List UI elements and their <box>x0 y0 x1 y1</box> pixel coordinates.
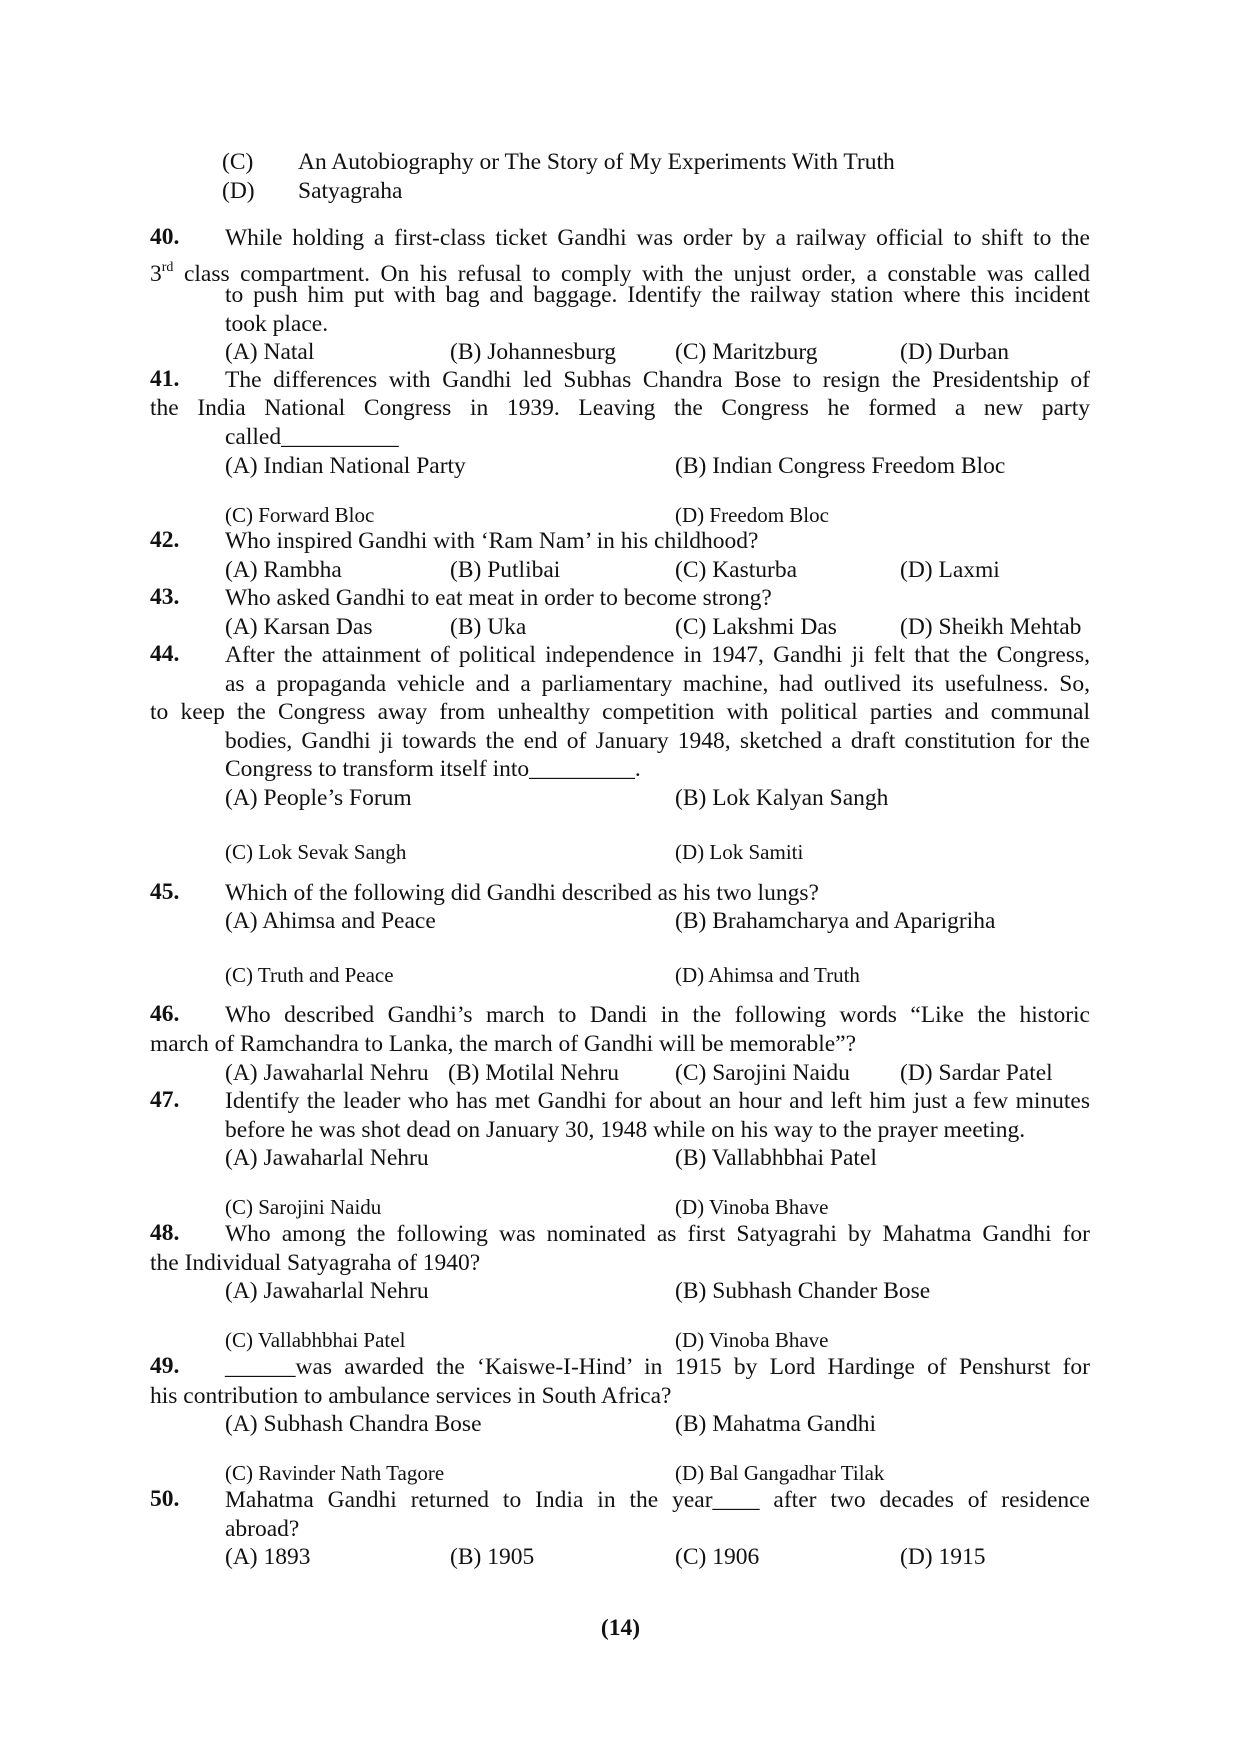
question-number: 46. <box>150 1001 180 1027</box>
question-text: march of Ramchandra to Lanka, the march of Gandhi will be memorable”? <box>150 1031 857 1057</box>
question-text: took place. <box>225 311 329 337</box>
answer-option[interactable]: (C) Vallabhbhai Patel <box>225 1328 406 1352</box>
option-text: Satyagraha <box>298 178 403 204</box>
question-text: his contribution to ambulance services in South Africa? <box>150 1383 672 1409</box>
answer-option[interactable]: (B) Motilal Nehru <box>448 1060 619 1086</box>
answer-option[interactable]: (D) Laxmi <box>900 557 1000 583</box>
answer-option[interactable]: (C) Truth and Peace <box>225 963 394 987</box>
question-text: While holding a first-class ticket Gandhi was order by a railway official to shift to the <box>225 225 1090 251</box>
question-number: 44. <box>150 641 180 667</box>
page-number: (14) <box>600 1615 641 1641</box>
answer-option[interactable]: (B) Johannesburg <box>450 339 617 365</box>
answer-option[interactable]: (D) Vinoba Bhave <box>675 1195 829 1219</box>
question-text: Identify the leader who has met Gandhi for about an hour and left him just a few minutes <box>225 1088 1090 1114</box>
answer-option[interactable]: (D) Freedom Bloc <box>675 503 829 527</box>
answer-option[interactable]: (D) Sardar Patel <box>900 1060 1053 1086</box>
option-label: (D) <box>222 178 255 204</box>
answer-option[interactable]: (A) Jawaharlal Nehru <box>225 1278 429 1304</box>
answer-option[interactable]: (D) Durban <box>900 339 1009 365</box>
answer-option[interactable]: (A) Jawaharlal Nehru <box>225 1060 429 1086</box>
question-text: to keep the Congress away from unhealthy competition with political parties and communal <box>150 699 1090 725</box>
question-text: Mahatma Gandhi returned to India in the year____ after two decades of residence <box>225 1487 1090 1513</box>
answer-option[interactable]: (C) Ravinder Nath Tagore <box>225 1461 445 1485</box>
question-text-continued: class compartment. On his refusal to comply with the unjust order, a constable was called <box>173 261 1090 287</box>
answer-option[interactable]: (C) Maritzburg <box>675 339 818 365</box>
answer-option[interactable]: (A) Natal <box>225 339 315 365</box>
answer-option[interactable]: (D) Bal Gangadhar Tilak <box>675 1461 885 1485</box>
question-text: as a propaganda vehicle and a parliamentary machine, had outlived its usefulness. So, <box>225 671 1090 697</box>
answer-option[interactable]: (C) Sarojini Naidu <box>225 1195 382 1219</box>
answer-option[interactable]: (B) Vallabhbhai Patel <box>675 1145 877 1171</box>
answer-option[interactable]: (C) 1906 <box>675 1544 760 1570</box>
answer-option[interactable]: (A) Indian National Party <box>225 453 466 479</box>
answer-option[interactable]: (B) 1905 <box>450 1544 535 1570</box>
question-number: 49. <box>150 1353 180 1379</box>
question-number: 40. <box>150 224 180 250</box>
answer-option[interactable]: (A) Ahimsa and Peace <box>225 908 436 934</box>
answer-option[interactable]: (D) Lok Samiti <box>675 840 804 864</box>
question-text: Who described Gandhi’s march to Dandi in the following words “Like the historic <box>225 1002 1090 1028</box>
question-text: abroad? <box>225 1516 300 1542</box>
answer-option[interactable]: (D) Vinoba Bhave <box>675 1328 829 1352</box>
question-text: ______was awarded the ‘Kaiswe-I-Hind’ in 1915 by Lord Hardinge of Penshurst for <box>225 1354 1090 1380</box>
question-text: Which of the following did Gandhi described as his two lungs? <box>225 880 819 906</box>
answer-option[interactable]: (A) Karsan Das <box>225 614 373 640</box>
question-number: 41. <box>150 366 180 392</box>
question-text: The differences with Gandhi led Subhas Chandra Bose to resign the Presidentship of <box>225 367 1090 393</box>
question-text: to push him put with bag and baggage. Identify the railway station where this incident <box>225 282 1090 308</box>
question-text: bodies, Gandhi ji towards the end of January 1948, sketched a draft constitution for the <box>225 728 1090 754</box>
answer-option[interactable]: (D) 1915 <box>900 1544 986 1570</box>
question-number: 45. <box>150 879 180 905</box>
answer-option[interactable]: (A) Jawaharlal Nehru <box>225 1145 429 1171</box>
ordinal-number: 3 <box>150 261 162 287</box>
answer-option[interactable]: (A) Rambha <box>225 557 342 583</box>
answer-option[interactable]: (A) Subhash Chandra Bose <box>225 1411 482 1437</box>
answer-option[interactable]: (C) Lakshmi Das <box>675 614 837 640</box>
question-number: 43. <box>150 584 180 610</box>
question-text: Who inspired Gandhi with ‘Ram Nam’ in his childhood? <box>225 528 759 554</box>
question-text: Who among the following was nominated as first Satyagrahi by Mahatma Gandhi for <box>225 1221 1090 1247</box>
ordinal-suffix: rd <box>161 260 174 275</box>
question-text: Congress to transform itself into_________. <box>225 756 641 782</box>
answer-option[interactable]: (B) Brahamcharya and Aparigriha <box>675 908 996 934</box>
answer-option[interactable]: (B) Mahatma Gandhi <box>675 1411 877 1437</box>
answer-option[interactable]: (C) Lok Sevak Sangh <box>225 840 407 864</box>
question-text: the India National Congress in 1939. Leaving the Congress he formed a new party <box>150 395 1090 421</box>
answer-option[interactable]: (B) Lok Kalyan Sangh <box>675 785 889 811</box>
answer-option[interactable]: (B) Putlibai <box>450 557 561 583</box>
answer-option[interactable]: (B) Uka <box>450 614 527 640</box>
answer-option[interactable]: (C) Forward Bloc <box>225 503 375 527</box>
question-number: 48. <box>150 1220 180 1246</box>
answer-option[interactable]: (A) People’s Forum <box>225 785 412 811</box>
question-number: 50. <box>150 1486 180 1512</box>
question-text: After the attainment of political independence in 1947, Gandhi ji felt that the Congress, <box>225 642 1090 668</box>
answer-option[interactable]: (D) Sheikh Mehtab <box>900 614 1082 640</box>
answer-option[interactable]: (A) 1893 <box>225 1544 311 1570</box>
option-text: An Autobiography or The Story of My Experiments With Truth <box>298 149 895 175</box>
answer-option[interactable]: (B) Indian Congress Freedom Bloc <box>675 453 1006 479</box>
question-text: the Individual Satyagraha of 1940? <box>150 1250 481 1276</box>
question-text: before he was shot dead on January 30, 1948 while on his way to the prayer meeting. <box>225 1117 1026 1143</box>
question-number: 42. <box>150 527 180 553</box>
option-label: (C) <box>222 149 254 175</box>
answer-option[interactable]: (B) Subhash Chander Bose <box>675 1278 931 1304</box>
answer-option[interactable]: (C) Sarojini Naidu <box>675 1060 850 1086</box>
question-text: Who asked Gandhi to eat meat in order to become strong? <box>225 585 772 611</box>
answer-option[interactable]: (D) Ahimsa and Truth <box>675 963 860 987</box>
question-text: called__________ <box>225 424 399 450</box>
question-number: 47. <box>150 1087 180 1113</box>
answer-option[interactable]: (C) Kasturba <box>675 557 798 583</box>
